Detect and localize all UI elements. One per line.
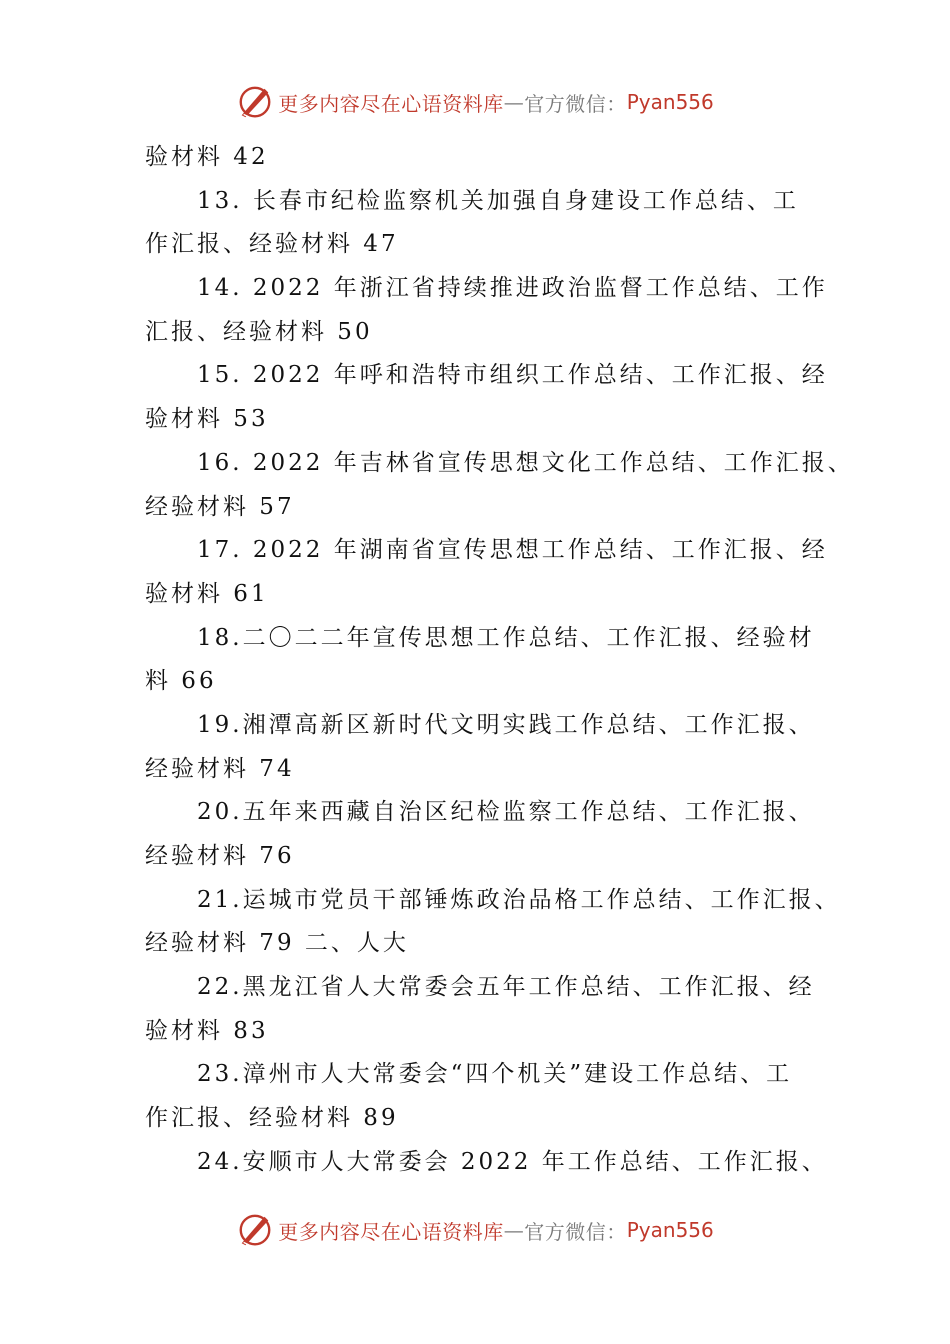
banner-site-text: 更多内容尽在心语资料库 [278, 91, 504, 116]
text-line: 验材料 61 [145, 580, 269, 607]
toc-entry: 13. 长春市纪检监察机关加强自身建设工作总结、工 [197, 187, 799, 214]
text-line: 料 66 [145, 668, 217, 695]
banner-wechat-id: Pyan556 [626, 1218, 714, 1242]
footer-watermark-banner [0, 1210, 950, 1250]
text-line: 作汇报、经验材料 47 [145, 231, 399, 258]
text-line: 验材料 53 [145, 406, 269, 433]
pen-circle-logo-icon [236, 1211, 274, 1249]
toc-entry: 22.黑龙江省人大常委会五年工作总结、工作汇报、经 [197, 974, 815, 1001]
pen-circle-logo-icon [236, 83, 274, 121]
text-line: 作汇报、经验材料 89 [145, 1105, 399, 1132]
text-line: 经验材料 76 [145, 843, 295, 869]
toc-entry: 15. 2022 年呼和浩特市组织工作总结、工作汇报、经 [197, 362, 828, 389]
text-line: 验材料 83 [145, 1017, 269, 1044]
banner-wechat-id: Pyan556 [626, 90, 714, 114]
banner-site-text: 更多内容尽在心语资料库 [278, 1219, 504, 1244]
header-watermark-banner [0, 82, 950, 122]
text-line: 经验材料 79 二、人大 [145, 930, 409, 957]
toc-entry: 14. 2022 年浙江省持续推进政治监督工作总结、工作 [197, 275, 828, 302]
toc-entry: 20.五年来西藏自治区纪检监察工作总结、工作汇报、 [197, 799, 815, 826]
banner-dash: — [503, 1218, 525, 1242]
toc-entry: 16. 2022 年吉林省宣传思想文化工作总结、工作汇报、 [197, 449, 854, 476]
toc-entry: 21.运城市党员干部锤炼政治品格工作总结、工作汇报、 [197, 886, 841, 913]
toc-entry: 18.二〇二二年宣传思想工作总结、工作汇报、经验材 [197, 624, 815, 651]
toc-entry: 24.安顺市人大常委会 2022 年工作总结、工作汇报、 [197, 1148, 828, 1175]
banner-wechat-label: 官方微信： [524, 91, 627, 116]
text-line: 经验材料 57 [145, 493, 295, 520]
banner-dash: — [503, 90, 525, 114]
toc-entry: 17. 2022 年湖南省宣传思想工作总结、工作汇报、经 [197, 537, 828, 564]
text-line: 验材料 42 [145, 144, 269, 170]
toc-entry: 23.漳州市人大常委会“四个机关”建设工作总结、工 [197, 1061, 793, 1088]
toc-entry: 19.湘潭高新区新时代文明实践工作总结、工作汇报、 [197, 711, 815, 738]
text-line: 经验材料 74 [145, 755, 295, 782]
text-line: 汇报、经验材料 50 [145, 318, 373, 345]
banner-wechat-label: 官方微信： [524, 1219, 627, 1244]
document-body [145, 136, 854, 1185]
